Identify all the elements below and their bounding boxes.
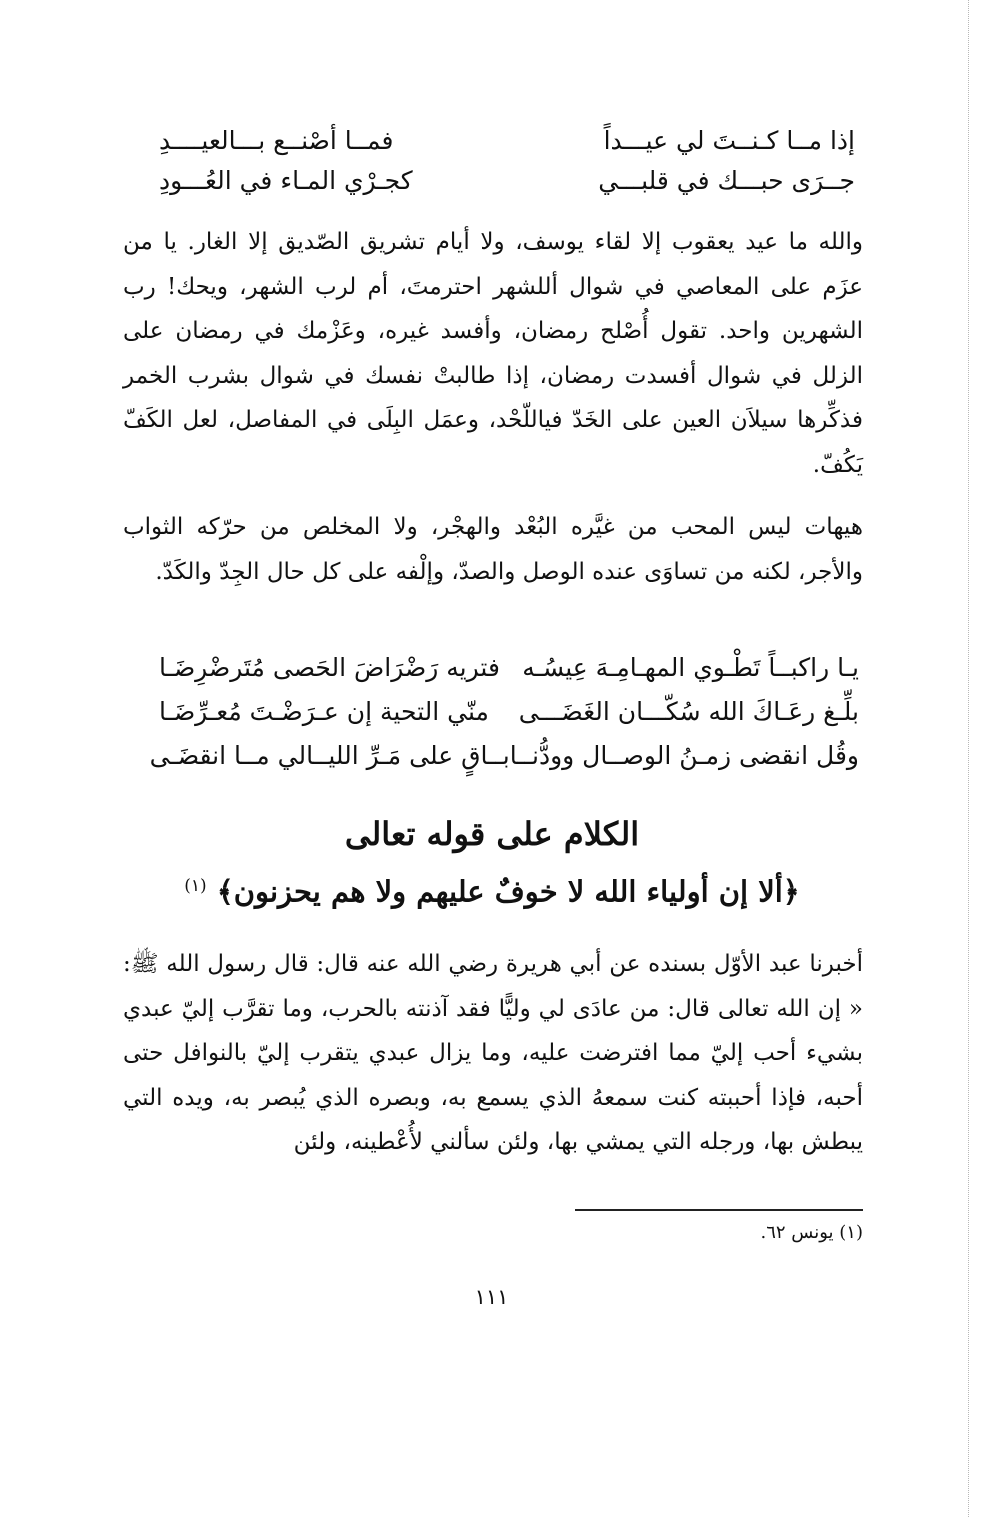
paragraph-1 [123, 220, 863, 487]
paragraph-text: والله ما عيد يعقوب إلا لقاء يوسف، ولا أيام تشريق الصّديق إلا الغار. يا من عزَم على المعاصي في شوال أللشهر احترمتَ، أم لرب الشهر، ويحك! رب الشهرين واحد. تقول أُصْلح رمضان، وأفسد غيره، وعَزْمك في رمضان على الزلل في شوال أفسدت رمضان، إذا طالبتْ نفسك في شوال بشرب الخمر فذكِّرها سيلاَن العين على الخَدّ فياللّحْد، وعمَل البِلَى في المفاصل، لعل الكَفّ يَكُفّ. [123, 229, 863, 478]
paragraph-3 [123, 942, 863, 1165]
verse-hemistich-right: وقُل انقضى زمـنُ الوصــال وودُّنــا [509, 741, 859, 770]
quranic-verse-heading [120, 864, 864, 914]
footnote-divider [575, 1209, 863, 1211]
verse-line [159, 648, 859, 692]
verse-line [159, 121, 855, 161]
paragraph-2 [123, 505, 863, 594]
verse-hemistich-right: جــرَى حبـــك في قلبـــي [598, 166, 855, 195]
section-title: الكلام على قوله تعالى [344, 815, 640, 853]
verse-hemistich-left: فمــا أصْنــع بـــالعيــــدِ [159, 126, 394, 155]
verse-heading-text: ﴿ألا إن أولياء الله لا خوفٌ عليهم ولا هم يحزنون﴾ [216, 874, 800, 909]
verse-line [149, 736, 859, 780]
verse-hemistich-left: منّي التحية إن عـرَضْـتَ مُعـرِّضَـا [159, 697, 489, 726]
verse-hemistich-right: بلِّـغ رعَـاكَ الله سُكّـــان الغَضَـــى [518, 697, 859, 726]
verse-line [159, 692, 859, 736]
verse-hemistich-right: يـا راكبــاً تَطْـوي المهـامِـهَ عِيسُـه [522, 653, 859, 682]
verse-hemistich-left: كجـرْي المـاء في العُـــودِ [159, 166, 413, 195]
verse-block-2 [149, 648, 859, 780]
verse-block-1 [159, 121, 855, 201]
verse-hemistich-right: إذا مــا كـنــتَ لي عيـــداً [603, 126, 855, 155]
verse-hemistich-left: فتريه رَضْرَاضَ الحَصى مُتَرضْرِضَـا [159, 653, 500, 682]
page-number: ١١١ [474, 1285, 509, 1309]
verse-hemistich-left: بــاقٍ على مَـرِّ الليــالي مــا انقضَـى [149, 741, 510, 770]
paragraph-text: هيهات ليس المحب من غيَّره البُعْد والهجْر، ولا المخلص من حرّكه الثواب والأجر، لكنه من تساوَى عنده الوصل والصدّ، وإلْفه على كل حال الجِدّ والكَدّ. [123, 514, 863, 585]
footnote: (١) يونس ٦٢. [760, 1222, 863, 1243]
verse-line [159, 161, 855, 201]
footnote-marker: (١) [184, 876, 207, 896]
paragraph-text: أخبرنا عبد الأوّل بسنده عن أبي هريرة رضي الله عنه قال: قال رسول الله ﷺ: « إن الله تعالى قال: من عادَى لي وليًّا فقد آذنته بالحرب، وما تقرَّب إليّ عبدي بشيء أحب إليّ مما افترضت عليه، وما يزال عبدي يتقرب إليّ بالنوافل حتى أحبه، فإذا أحببته كنت سمعهُ الذي يسمع به، وبصره الذي يُبصر به، ويده التي يبطش بها، ورجله التي يمشي بها، ولئن سألني لأُعْطينه، ولئن [123, 951, 863, 1155]
